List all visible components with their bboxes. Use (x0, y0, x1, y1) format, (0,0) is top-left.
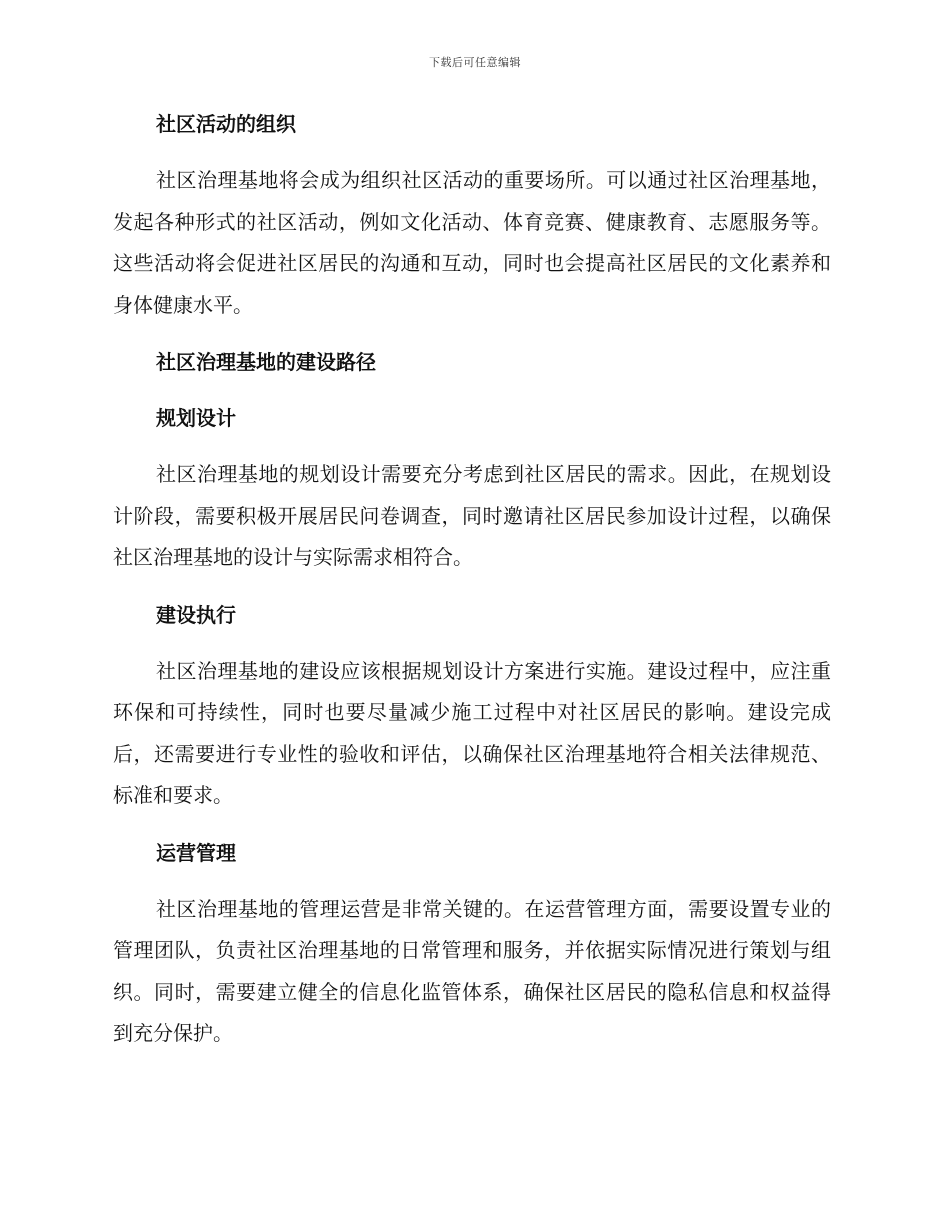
paragraph-construction-execution: 社区治理基地的建设应该根据规划设计方案进行实施。建设过程中，应注重环保和可持续性，同时也要尽量减少施工过程中对社区居民的影响。建设完成后，还需要进行专业性的验收和评估，以确保社区治理基地符合相关法律规范、标准和要求。 (113, 658, 831, 807)
paragraph-operation-management: 社区治理基地的管理运营是非常关键的。在运营管理方面，需要设置专业的管理团队，负责社区治理基地的日常管理和服务，并依据实际情况进行策划与组织。同时，需要建立健全的信息化监管体系，确保社区居民的隐私信息和权益得到充分保护。 (113, 896, 831, 1045)
paragraph-planning-design: 社区治理基地的规划设计需要充分考虑到社区居民的需求。因此，在规划设计阶段，需要积极开展居民问卷调查，同时邀请社区居民参加设计过程，以确保社区治理基地的设计与实际需求相符合。 (113, 462, 831, 569)
section-heading-operation-management: 运营管理 (156, 840, 236, 865)
section-heading-construction-path: 社区治理基地的建设路径 (156, 350, 376, 374)
section-heading-planning-design: 规划设计 (156, 406, 236, 430)
paragraph-community-activities: 社区治理基地将会成为组织社区活动的重要场所。可以通过社区治理基地，发起各种形式的社区活动，例如文化活动、体育竞赛、健康教育、志愿服务等。这些活动将会促进社区居民的沟通和互动，同时也会提高社区居民的文化素养和身体健康水平。 (113, 168, 831, 317)
section-heading-community-activities: 社区活动的组织 (156, 112, 296, 136)
section-heading-construction-execution: 建设执行 (156, 602, 236, 627)
page-header: 下载后可任意编辑 (429, 56, 521, 69)
document-body (113, 104, 831, 1071)
